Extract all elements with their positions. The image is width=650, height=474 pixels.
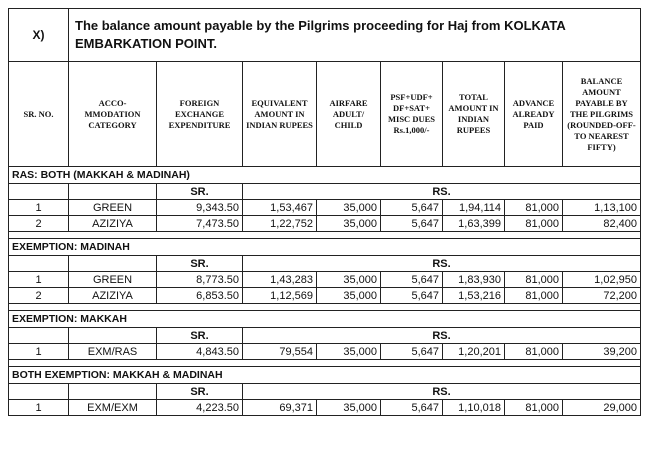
- section-name: EXEMPTION: MADINAH: [9, 239, 641, 256]
- blank-cell: [69, 384, 157, 400]
- header-advance-paid: ADVANCE ALREADY PAID: [505, 62, 563, 167]
- cell-psf-dues: 5,647: [381, 288, 443, 304]
- cell-category: EXM/EXM: [69, 400, 157, 416]
- section-label: X): [9, 9, 69, 62]
- cell-airfare: 35,000: [317, 288, 381, 304]
- header-foreign-exchange: FOREIGN EXCHANGE EXPENDITURE: [157, 62, 243, 167]
- cell-equivalent-inr: 79,554: [243, 344, 317, 360]
- table-row: [9, 344, 641, 360]
- blank-cell: [69, 184, 157, 200]
- haj-balance-table: [8, 8, 641, 416]
- currency-row: [9, 328, 641, 344]
- blank-cell: [69, 256, 157, 272]
- header-total-inr: TOTAL AMOUNT IN INDIAN RUPEES: [443, 62, 505, 167]
- cell-psf-dues: 5,647: [381, 216, 443, 232]
- cell-balance-payable: 1,02,950: [563, 272, 641, 288]
- blank-cell: [69, 328, 157, 344]
- section-spacer: [9, 304, 641, 311]
- cell-psf-dues: 5,647: [381, 200, 443, 216]
- cell-category: AZIZIYA: [69, 288, 157, 304]
- spacer-cell: [9, 304, 641, 311]
- cell-equivalent-inr: 1,22,752: [243, 216, 317, 232]
- currency-rs: RS.: [243, 184, 641, 200]
- cell-sr-no: 1: [9, 400, 69, 416]
- cell-total-inr: 1,20,201: [443, 344, 505, 360]
- spacer-cell: [9, 360, 641, 367]
- currency-sr: SR.: [157, 256, 243, 272]
- table-row: [9, 200, 641, 216]
- cell-foreign-exchange: 4,843.50: [157, 344, 243, 360]
- cell-psf-dues: 5,647: [381, 400, 443, 416]
- title-row: [9, 9, 641, 62]
- cell-total-inr: 1,10,018: [443, 400, 505, 416]
- table-row: [9, 272, 641, 288]
- cell-psf-dues: 5,647: [381, 344, 443, 360]
- table-title: The balance amount payable by the Pilgrims proceeding for Haj from KOLKATA EMBARKATION POINT.: [69, 9, 641, 62]
- cell-foreign-exchange: 4,223.50: [157, 400, 243, 416]
- cell-sr-no: 2: [9, 288, 69, 304]
- cell-sr-no: 1: [9, 272, 69, 288]
- blank-cell: [9, 256, 69, 272]
- cell-foreign-exchange: 6,853.50: [157, 288, 243, 304]
- header-balance-payable: BALANCE AMOUNT PAYABLE BY THE PILGRIMS (ROUNDED-OFF- TO NEAREST FIFTY): [563, 62, 641, 167]
- table-row: [9, 288, 641, 304]
- section-spacer: [9, 360, 641, 367]
- header-psf-dues: PSF+UDF+ DF+SAT+ MISC DUES Rs.1,000/-: [381, 62, 443, 167]
- cell-foreign-exchange: 8,773.50: [157, 272, 243, 288]
- currency-row: [9, 256, 641, 272]
- cell-sr-no: 2: [9, 216, 69, 232]
- section-header-row: [9, 239, 641, 256]
- blank-cell: [9, 328, 69, 344]
- cell-advance-paid: 81,000: [505, 272, 563, 288]
- cell-airfare: 35,000: [317, 200, 381, 216]
- currency-sr: SR.: [157, 328, 243, 344]
- spacer-cell: [9, 232, 641, 239]
- blank-cell: [9, 384, 69, 400]
- header-airfare: AIRFARE ADULT/ CHILD: [317, 62, 381, 167]
- currency-sr: SR.: [157, 384, 243, 400]
- section-header-row: [9, 367, 641, 384]
- currency-rs: RS.: [243, 384, 641, 400]
- currency-rs: RS.: [243, 256, 641, 272]
- cell-foreign-exchange: 7,473.50: [157, 216, 243, 232]
- header-sr-no: SR. NO.: [9, 62, 69, 167]
- cell-sr-no: 1: [9, 200, 69, 216]
- cell-equivalent-inr: 1,12,569: [243, 288, 317, 304]
- section-name: BOTH EXEMPTION: MAKKAH & MADINAH: [9, 367, 641, 384]
- currency-rs: RS.: [243, 328, 641, 344]
- cell-equivalent-inr: 1,43,283: [243, 272, 317, 288]
- cell-airfare: 35,000: [317, 344, 381, 360]
- cell-total-inr: 1,53,216: [443, 288, 505, 304]
- blank-cell: [9, 184, 69, 200]
- cell-airfare: 35,000: [317, 272, 381, 288]
- currency-sr: SR.: [157, 184, 243, 200]
- cell-advance-paid: 81,000: [505, 400, 563, 416]
- currency-row: [9, 184, 641, 200]
- cell-balance-payable: 1,13,100: [563, 200, 641, 216]
- cell-equivalent-inr: 69,371: [243, 400, 317, 416]
- cell-category: GREEN: [69, 200, 157, 216]
- cell-category: EXM/RAS: [69, 344, 157, 360]
- cell-psf-dues: 5,647: [381, 272, 443, 288]
- cell-equivalent-inr: 1,53,467: [243, 200, 317, 216]
- cell-advance-paid: 81,000: [505, 200, 563, 216]
- cell-advance-paid: 81,000: [505, 344, 563, 360]
- cell-balance-payable: 72,200: [563, 288, 641, 304]
- section-name: RAS: BOTH (MAKKAH & MADINAH): [9, 167, 641, 184]
- section-name: EXEMPTION: MAKKAH: [9, 311, 641, 328]
- cell-airfare: 35,000: [317, 216, 381, 232]
- header-row: [9, 62, 641, 167]
- cell-total-inr: 1,94,114: [443, 200, 505, 216]
- cell-category: GREEN: [69, 272, 157, 288]
- cell-total-inr: 1,83,930: [443, 272, 505, 288]
- currency-row: [9, 384, 641, 400]
- cell-balance-payable: 29,000: [563, 400, 641, 416]
- section-header-row: [9, 311, 641, 328]
- cell-advance-paid: 81,000: [505, 288, 563, 304]
- cell-foreign-exchange: 9,343.50: [157, 200, 243, 216]
- cell-airfare: 35,000: [317, 400, 381, 416]
- section-spacer: [9, 232, 641, 239]
- cell-category: AZIZIYA: [69, 216, 157, 232]
- cell-balance-payable: 82,400: [563, 216, 641, 232]
- header-accommodation-category: ACCO- MMODATION CATEGORY: [69, 62, 157, 167]
- section-header-row: [9, 167, 641, 184]
- cell-total-inr: 1,63,399: [443, 216, 505, 232]
- cell-balance-payable: 39,200: [563, 344, 641, 360]
- table-row: [9, 400, 641, 416]
- header-equivalent-inr: EQUIVALENT AMOUNT IN INDIAN RUPEES: [243, 62, 317, 167]
- cell-advance-paid: 81,000: [505, 216, 563, 232]
- cell-sr-no: 1: [9, 344, 69, 360]
- table-row: [9, 216, 641, 232]
